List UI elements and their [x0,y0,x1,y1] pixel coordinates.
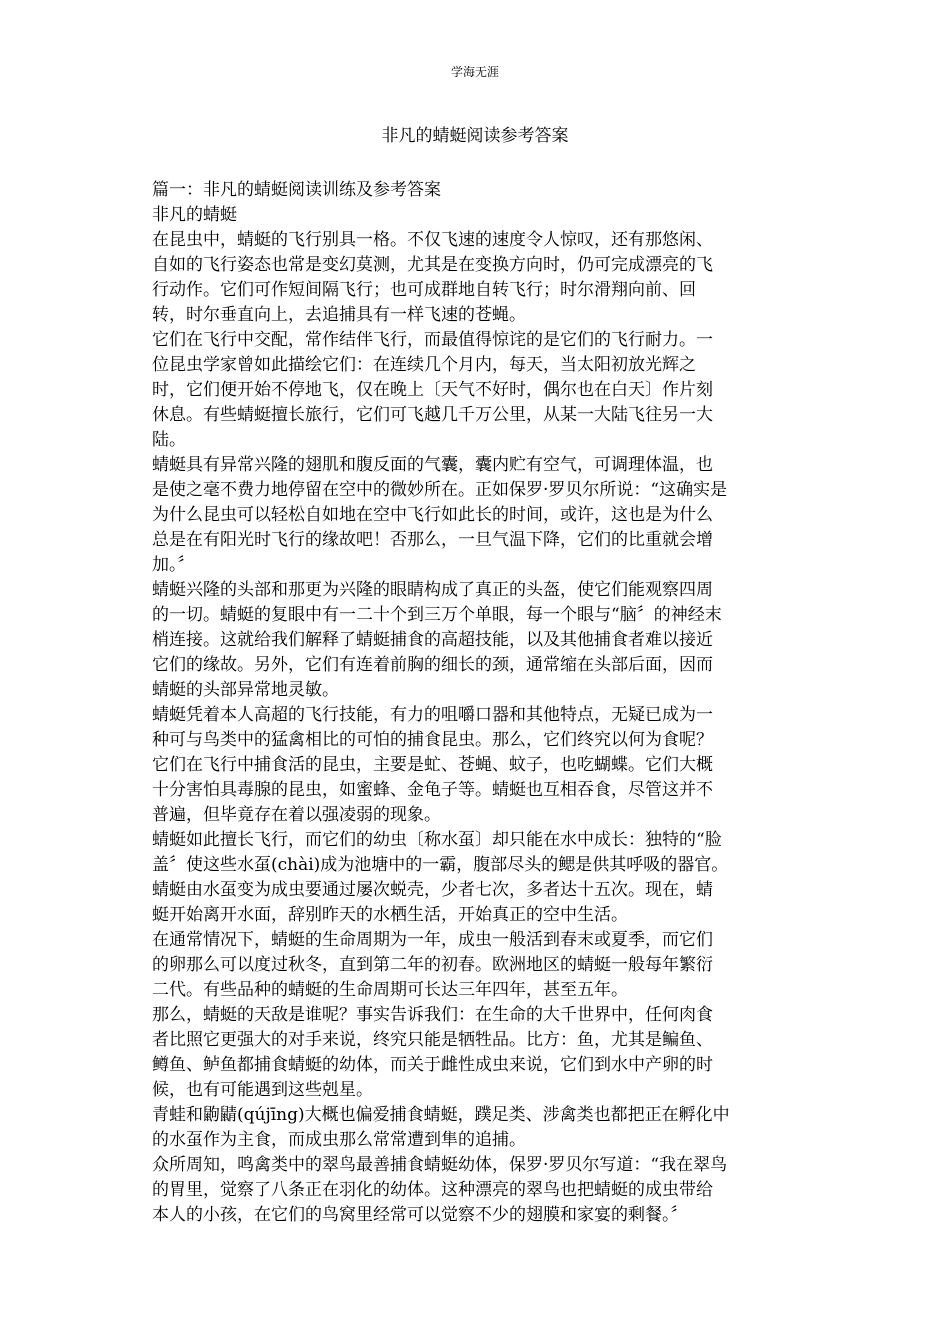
paragraph: 众所周知，鸣禽类中的翠鸟最善捕食蜻蜓幼体，保罗·罗贝尔写道：“我在翠鸟 的胃里，觉察了八条正在羽化的幼体。这种漂亮的翠鸟也把蜻蜓的成虫带给 本人的小孩，在它们的鸟窝里经常可以觉察不少的翅膜和家宴的剩餐。〞 [152,1155,728,1225]
paragraph: 在通常情况下，蜻蜓的生命周期为一年，成虫一般活到春末或夏季，而它们 的卵那么可以度过秋冬，直到第二年的初春。欧洲地区的蜻蜓一般每年繁衍 二代。有些品种的蜻蜓的生命周期可长达三年四年，甚至五年。 [152,930,713,1000]
paragraph: 蜻蜓兴隆的头部和那更为兴隆的眼睛构成了真正的头盔，使它们能观察四周 的一切。蜻蜓的复眼中有一二十个到三万个单眼，每一个眼与“脑〞的神经末 梢连接。这就给我们解释了蜻蜓捕食的高超技能，以及其他捕食者难以接近 它们的缘故。另外，它们有连着前胸的细长的颈，通常缩在头部后面，因而 蜻蜓的头部异常地灵敏。 [152,580,722,700]
paragraph: 那么，蜻蜓的天敌是谁呢？事实告诉我们：在生命的大千世界中，任何肉食 者比照它更强大的对手来说，终究只能是牺牲品。比方：鱼，尤其是鳊鱼、 鳟鱼、鲈鱼都捕食蜻蜓的幼体，而关于雌性成虫来说，它们到水中产卵的时 候，也有可能遇到这些剋星。 [152,1005,713,1100]
section-heading: 篇一：非凡的蜻蜓阅读训练及参考答案 [152,180,441,200]
paragraph: 它们在飞行中交配，常作结伴飞行，而最值得惊诧的是它们的飞行耐力。一 位昆虫学家曾如此描绘它们：在连续几个月内，每天，当太阳初放光辉之 时，它们便开始不停地飞，仅在晚上〔天气不好时，偶尔也在白天〕作片刻 休息。有些蜻蜓擅长旅行，它们可飞越几千万公里，从某一大陆飞往另一大 陆。 [152,330,713,450]
document-body [152,178,802,1228]
page-header: 学海无涯 [450,65,499,79]
paragraph: 蜻蜓具有异常兴隆的翅肌和腹反面的气囊，囊内贮有空气，可调理体温，也 是使之毫不费力地停留在空中的微妙所在。正如保罗·罗贝尔所说：“这确实是 为什么昆虫可以轻松自如地在空中飞行如此长的时间，或许，这也是为什么 总是在有阳光时飞行的缘故吧！否那么，一旦气温下降，它们的比重就会增 加。〞 [152,455,728,575]
article-title: 非凡的蜻蜓 [152,205,237,225]
paragraph: 蜻蜓如此擅长飞行，而它们的幼虫〔称水虿〕却只能在水中成长：独特的“脸 盖〞使这些水虿(chài)成为池塘中的一霸，腹部尽头的鳃是供其呼吸的器官。 蜻蜓由水虿变为成虫要通过屡次蜕壳，少者七次，多者达十五次。现在，蜻 蜓开始离开水面，辞别昨天的水栖生活，开始真正的空中生活。 [152,830,729,925]
paragraph: 在昆虫中，蜻蜓的飞行别具一格。不仅飞速的速度令人惊叹，还有那悠闲、 自如的飞行姿态也常是变幻莫测，尤其是在变换方向时，仍可完成漂亮的飞 行动作。它们可作短间隔飞行；也可成群地自转飞行；时尔滑翔向前、回 转，时尔垂直向上，去追捕具有一样飞速的苍蝇。 [152,230,713,325]
document-title: 非凡的蜻蜓阅读参考答案 [381,126,569,146]
paragraph: 青蛙和鼩鼱(qújīng)大概也偏爱捕食蜻蜓，蹼足类、涉禽类也都把正在孵化中 的水虿作为主食，而成虫那么常常遭到隼的追捕。 [152,1105,730,1150]
paragraph: 蜻蜓凭着本人高超的飞行技能，有力的咀嚼口器和其他特点，无疑已成为一 种可与鸟类中的猛禽相比的可怕的捕食昆虫。那么，它们终究以何为食呢？ 它们在飞行中捕食活的昆虫，主要是虻、苍蝇、蚊子，也吃蝴蝶。它们大概 十分害怕具毒腺的昆虫，如蜜蜂、金龟子等。蜻蜓也互相吞食，尽管这并不 普遍，但毕竟存在着以强凌弱的现象。 [152,705,713,825]
